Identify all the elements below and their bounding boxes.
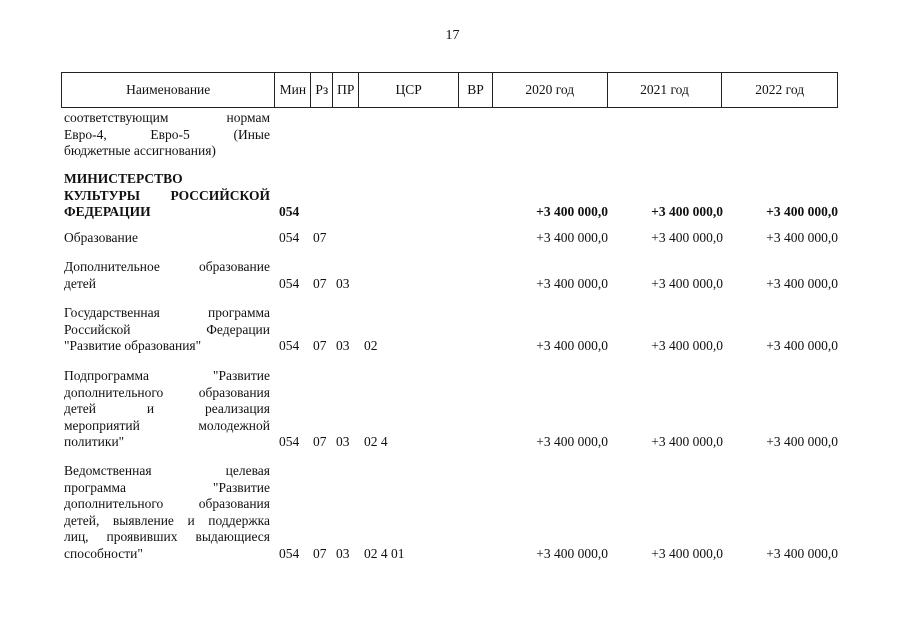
row-name (64, 230, 270, 247)
header-rz: Рз (311, 73, 333, 107)
row-rz: 07 (313, 338, 327, 353)
row-rz: 07 (313, 230, 327, 245)
row-name-line: Подпрограмма "Развитие (64, 368, 270, 383)
row-y2022: +3 400 000,0 (766, 545, 838, 561)
row-y2021: +3 400 000,0 (651, 275, 723, 291)
row-min: 054 (279, 338, 300, 353)
row-y2022: +3 400 000,0 (766, 275, 838, 291)
row-name (64, 368, 270, 451)
row-name-line: Евро-4, Евро-5 (Иные (64, 126, 270, 142)
row-y2022: +3 400 000,0 (766, 434, 838, 449)
header-pr: ПР (333, 73, 359, 107)
row-y2020: +3 400 000,0 (536, 275, 608, 291)
row-pr: 03 (336, 434, 350, 449)
row-name-line: лиц, проявивших выдающиеся (64, 529, 270, 544)
row-y2022: +3 400 000,0 (766, 230, 838, 245)
header-2021: 2021 год (608, 73, 723, 107)
row-name-line: детей, выявление и поддержка (64, 512, 270, 528)
row-name-line: МИНИСТЕРСТВО (64, 171, 183, 186)
row-name-line: "Развитие образования" (64, 338, 202, 353)
row-y2020: +3 400 000,0 (536, 338, 608, 353)
row-rz: 07 (313, 545, 327, 561)
row-min: 054 (279, 204, 300, 219)
row-name-line: Дополнительное образование (64, 259, 270, 274)
row-y2021: +3 400 000,0 (651, 230, 723, 245)
header-2022: 2022 год (755, 82, 805, 97)
row-name-line: мероприятий молодежной (64, 417, 270, 433)
row-name (64, 110, 270, 160)
header-vr: ВР (459, 73, 493, 107)
row-y2022: +3 400 000,0 (766, 204, 838, 219)
row-name-line: способности" (64, 545, 143, 561)
row-y2021: +3 400 000,0 (651, 338, 723, 353)
row-name (64, 305, 270, 355)
page-number: 17 (445, 28, 460, 43)
row-name-line: политики" (64, 434, 125, 449)
row-name-line: соответствующим нормам (64, 110, 270, 125)
row-y2020: +3 400 000,0 (536, 204, 608, 219)
row-name-line: программа "Развитие (64, 479, 270, 495)
table-header (61, 72, 838, 108)
row-name (64, 463, 270, 562)
row-y2022: +3 400 000,0 (766, 338, 838, 353)
row-min: 054 (279, 545, 300, 561)
row-name-line: дополнительного образования (64, 496, 270, 511)
row-name (64, 259, 270, 292)
row-min: 054 (279, 434, 300, 449)
row-name-line: бюджетные ассигнования) (64, 143, 216, 158)
row-pr: 03 (336, 338, 350, 353)
row-name-line: дополнительного образования (64, 384, 270, 400)
row-name-line: ФЕДЕРАЦИИ (64, 204, 151, 219)
row-y2020: +3 400 000,0 (536, 545, 608, 561)
row-name-line: Образование (64, 230, 138, 245)
row-y2021: +3 400 000,0 (651, 545, 723, 561)
header-name: Наименование (62, 73, 275, 107)
header-2020: 2020 год (493, 73, 608, 107)
row-name-line: Российской Федерации (64, 321, 270, 337)
row-csr: 02 4 01 (364, 545, 405, 561)
row-y2020: +3 400 000,0 (536, 434, 608, 449)
row-csr: 02 4 (364, 434, 388, 449)
row-pr: 03 (336, 545, 350, 561)
row-name-line: детей (64, 275, 96, 291)
row-pr: 03 (336, 275, 350, 291)
row-name-line: КУЛЬТУРЫ РОССИЙСКОЙ (64, 187, 270, 203)
row-csr: 02 (364, 338, 378, 353)
row-rz: 07 (313, 434, 327, 449)
row-y2021: +3 400 000,0 (651, 434, 723, 449)
row-name-line: детей и реализация (64, 401, 270, 416)
header-min: Мин (275, 73, 311, 107)
row-name-line: Ведомственная целевая (64, 463, 270, 478)
row-y2021: +3 400 000,0 (651, 204, 723, 219)
row-rz: 07 (313, 275, 327, 291)
header-csr: ЦСР (359, 73, 459, 107)
row-min: 054 (279, 275, 300, 291)
row-y2020: +3 400 000,0 (536, 230, 608, 245)
row-name (64, 171, 270, 221)
row-name-line: Государственная программа (64, 305, 270, 320)
row-min: 054 (279, 230, 300, 245)
